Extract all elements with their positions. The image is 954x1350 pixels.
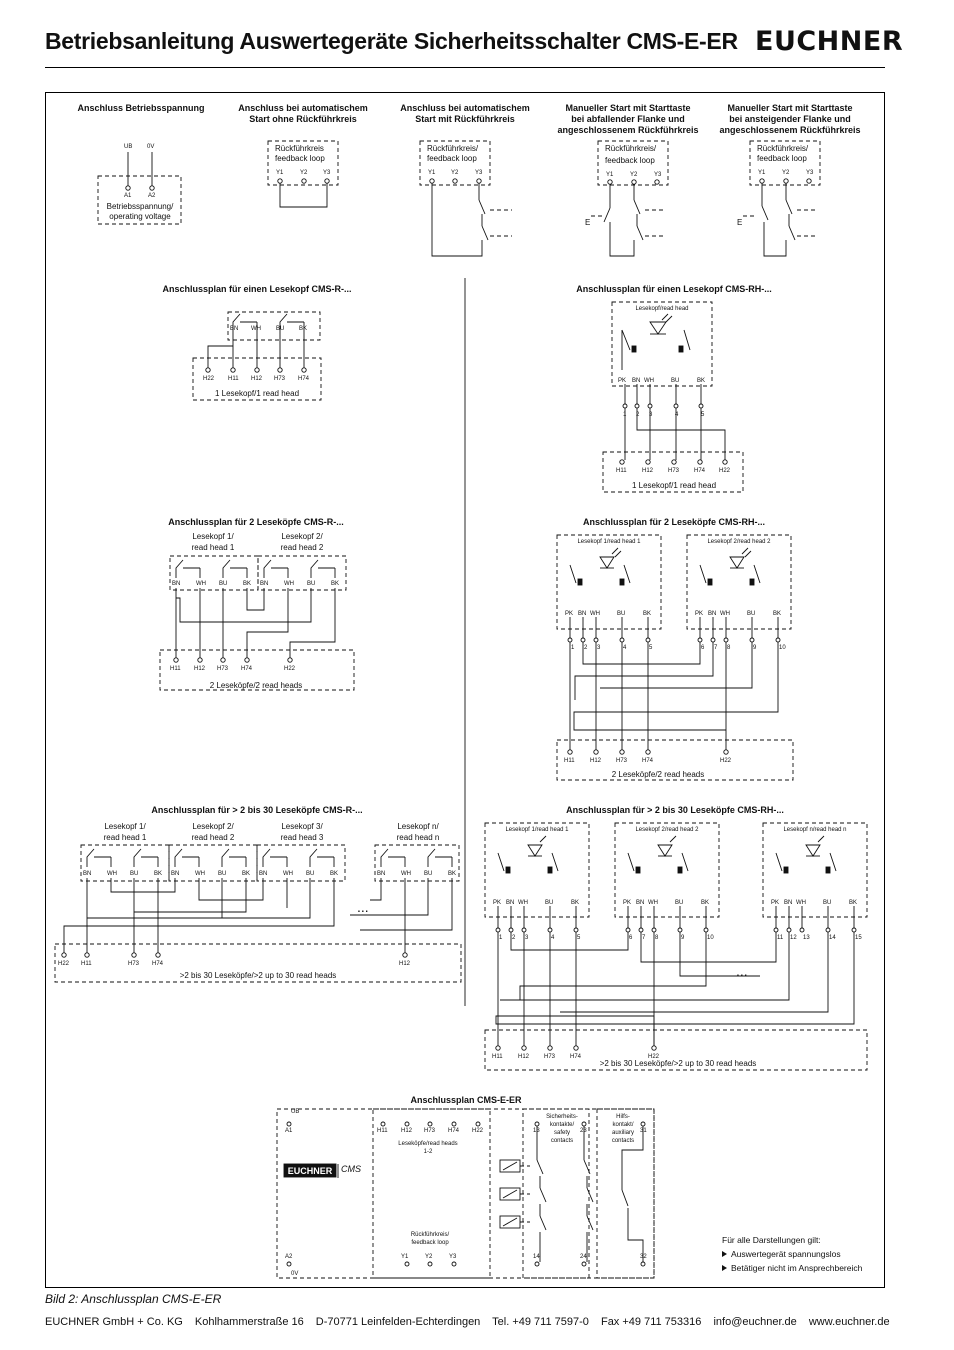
notes-item-2: Betätiger nicht im Ansprechbereich <box>731 1263 863 1273</box>
svg-text:A2: A2 <box>148 193 156 199</box>
svg-text:H74: H74 <box>570 1054 582 1060</box>
svg-text:3: 3 <box>649 412 653 418</box>
svg-text:H22: H22 <box>203 376 215 382</box>
svg-text:feedback loop: feedback loop <box>605 156 655 165</box>
svg-text:BU: BU <box>617 611 626 617</box>
svg-text:6: 6 <box>701 645 705 651</box>
svg-text:>2 bis 30 Leseköpfe/>2 up to 3: >2 bis 30 Leseköpfe/>2 up to 30 read heads <box>179 971 337 980</box>
svg-text:Sicherheits-: Sicherheits- <box>546 1114 578 1120</box>
svg-text:H22: H22 <box>719 468 731 474</box>
svg-text:WH: WH <box>401 871 411 877</box>
svg-text:BU: BU <box>219 581 228 587</box>
svg-text:13: 13 <box>803 935 810 941</box>
notes-item-1: Auswertegerät spannungslos <box>731 1249 841 1259</box>
svg-text:Rückführkreis: Rückführkreis <box>275 144 324 153</box>
svg-text:H11: H11 <box>377 1128 388 1134</box>
svg-text:WH: WH <box>283 871 293 877</box>
svg-text:1: 1 <box>623 412 627 418</box>
svg-text:3: 3 <box>525 935 529 941</box>
svg-text:BK: BK <box>701 900 710 906</box>
title-auto-nofb-1: Anschluss bei automatischem <box>238 103 368 113</box>
svg-text:Rückführkreis/: Rückführkreis/ <box>605 144 657 153</box>
svg-text:read head 1: read head 1 <box>191 543 235 552</box>
svg-text:WH: WH <box>518 900 528 906</box>
svg-text:Lesekopf 1/: Lesekopf 1/ <box>104 822 146 831</box>
svg-text:read head 2: read head 2 <box>280 543 324 552</box>
svg-text:H12: H12 <box>642 468 654 474</box>
svg-text:Lesekopf 1/read head 1: Lesekopf 1/read head 1 <box>505 827 569 833</box>
svg-text:BK: BK <box>331 581 340 587</box>
svg-text:4: 4 <box>551 935 555 941</box>
svg-text:5: 5 <box>649 645 653 651</box>
svg-text:read head 2: read head 2 <box>191 833 235 842</box>
svg-text:BN: BN <box>506 900 515 906</box>
footer-city: D-70771 Leinfelden-Echterdingen <box>315 1316 481 1328</box>
svg-text:kontakt/: kontakt/ <box>612 1122 634 1128</box>
svg-text:14: 14 <box>533 1254 540 1260</box>
svg-text:15: 15 <box>855 935 862 941</box>
svg-text:UB: UB <box>291 1109 300 1115</box>
svg-text:3: 3 <box>597 645 601 651</box>
svg-text:1: 1 <box>499 935 503 941</box>
svg-text:PK: PK <box>771 900 780 906</box>
svg-text:H22: H22 <box>284 666 296 672</box>
svg-text:feedback loop: feedback loop <box>275 154 325 163</box>
footer-street: Kohlhammerstraße 16 <box>194 1316 304 1328</box>
supply-diagram <box>98 144 181 224</box>
svg-text:Y2: Y2 <box>782 170 790 176</box>
svg-text:CMS: CMS <box>341 1164 361 1174</box>
svg-text:Betriebsspannung/: Betriebsspannung/ <box>106 202 174 211</box>
svg-text:6: 6 <box>629 935 633 941</box>
svg-text:H11: H11 <box>564 758 575 764</box>
svg-text:H73: H73 <box>217 666 229 672</box>
svg-text:BK: BK <box>154 871 163 877</box>
svg-text:WH: WH <box>196 581 206 587</box>
svg-text:WH: WH <box>107 871 117 877</box>
title-manual-fall-3: angeschlossenem Rückführkreis <box>557 125 699 135</box>
svg-text:PK: PK <box>618 378 627 384</box>
svg-text:H73: H73 <box>668 468 680 474</box>
svg-text:BK: BK <box>243 581 252 587</box>
title-auto-fb-2: Start mit Rückführkreis <box>415 114 515 124</box>
svg-text:BN: BN <box>578 611 587 617</box>
svg-text:Y1: Y1 <box>606 172 614 178</box>
svg-text:Lesekopf 1/: Lesekopf 1/ <box>192 532 234 541</box>
svg-text:Y1: Y1 <box>428 170 436 176</box>
svg-text:PK: PK <box>565 611 574 617</box>
svg-text:24: 24 <box>580 1254 587 1260</box>
svg-text:BN: BN <box>260 581 269 587</box>
svg-text:operating voltage: operating voltage <box>109 212 171 221</box>
diagram-rh2 <box>557 535 793 780</box>
svg-text:H74: H74 <box>694 468 706 474</box>
diagram-r2 <box>160 532 354 690</box>
svg-text:H12: H12 <box>401 1128 413 1134</box>
svg-text:Lesekopf 2/read head 2: Lesekopf 2/read head 2 <box>635 827 699 833</box>
svg-text:Lesekopf/read head: Lesekopf/read head <box>635 306 689 312</box>
svg-text:12: 12 <box>790 935 797 941</box>
svg-text:Y1: Y1 <box>758 170 766 176</box>
svg-text:H22: H22 <box>648 1054 660 1060</box>
page-title: Betriebsanleitung Auswertegeräte Sicherheitsschalter CMS-E-ER <box>45 28 738 54</box>
svg-text:Y2: Y2 <box>425 1254 433 1260</box>
title-rh1: Anschlussplan für einen Lesekopf CMS-RH-... <box>576 284 772 294</box>
footer <box>45 1316 899 1328</box>
svg-text:BN: BN <box>708 611 717 617</box>
svg-text:E: E <box>737 218 743 227</box>
svg-text:WH: WH <box>796 900 806 906</box>
svg-text:Leseköpfe/read heads: Leseköpfe/read heads <box>398 1141 458 1147</box>
svg-text:UB: UB <box>124 144 133 150</box>
svg-text:BU: BU <box>424 871 433 877</box>
svg-text:WH: WH <box>590 611 600 617</box>
svg-text:BN: BN <box>636 900 645 906</box>
svg-text:BK: BK <box>242 871 251 877</box>
svg-text:H12: H12 <box>518 1054 530 1060</box>
title-device: Anschlussplan CMS-E-ER <box>410 1095 522 1105</box>
svg-text:H22: H22 <box>58 961 70 967</box>
svg-text:H74: H74 <box>152 961 164 967</box>
svg-text:BN: BN <box>171 871 180 877</box>
svg-text:BN: BN <box>172 581 181 587</box>
svg-text:WH: WH <box>251 326 261 332</box>
svg-text:H73: H73 <box>424 1128 436 1134</box>
figure-caption: Bild 2: Anschlussplan CMS-E-ER <box>45 1292 222 1306</box>
title-manual-fall-2: bei abfallender Flanke und <box>571 114 685 124</box>
svg-text:WH: WH <box>720 611 730 617</box>
svg-text:H22: H22 <box>720 758 732 764</box>
svg-text:1 Lesekopf/1 read head: 1 Lesekopf/1 read head <box>214 389 300 398</box>
svg-text:E: E <box>585 218 591 227</box>
svg-text:A1: A1 <box>285 1128 293 1134</box>
svg-text:Lesekopf 1/read head 1: Lesekopf 1/read head 1 <box>577 539 641 545</box>
svg-text:WH: WH <box>195 871 205 877</box>
svg-text:BU: BU <box>130 871 139 877</box>
svg-text:Y3: Y3 <box>323 170 331 176</box>
footer-email[interactable]: info@euchner.de <box>713 1316 797 1328</box>
svg-text:1 Lesekopf/1 read head: 1 Lesekopf/1 read head <box>631 481 717 490</box>
svg-text:23: 23 <box>580 1128 587 1134</box>
svg-text:H12: H12 <box>251 376 263 382</box>
svg-text:H11: H11 <box>492 1054 503 1060</box>
svg-text:BN: BN <box>83 871 92 877</box>
svg-text:read head 1: read head 1 <box>103 833 147 842</box>
svg-text:WH: WH <box>284 581 294 587</box>
svg-text:BU: BU <box>545 900 554 906</box>
footer-tel: Tel. +49 711 7597-0 <box>492 1316 589 1328</box>
svg-text:5: 5 <box>577 935 581 941</box>
svg-text:Y1: Y1 <box>401 1254 409 1260</box>
svg-text:Rückführkreis/: Rückführkreis/ <box>410 1232 450 1238</box>
svg-text:H12: H12 <box>399 961 411 967</box>
svg-text:13: 13 <box>533 1128 540 1134</box>
euchner-logo: EUCHNER <box>755 26 904 57</box>
svg-text:>2 bis 30 Leseköpfe/>2 up to 3: >2 bis 30 Leseköpfe/>2 up to 30 read heads <box>599 1059 757 1068</box>
svg-text:feedback loop: feedback loop <box>757 154 807 163</box>
svg-text:safety: safety <box>553 1130 571 1136</box>
svg-text:H12: H12 <box>194 666 206 672</box>
svg-text:Y3: Y3 <box>475 170 483 176</box>
diagram-rh1 <box>603 302 743 492</box>
svg-text:Y2: Y2 <box>300 170 308 176</box>
svg-text:feedback loop: feedback loop <box>427 154 477 163</box>
svg-text:feedback loop: feedback loop <box>411 1240 449 1246</box>
svg-text:1: 1 <box>571 645 575 651</box>
svg-text:BU: BU <box>675 900 684 906</box>
top-row-titles <box>77 103 860 135</box>
svg-text:Y2: Y2 <box>630 172 638 178</box>
manual-start-falling-edge <box>585 141 668 256</box>
svg-text:9: 9 <box>681 935 685 941</box>
svg-text:Lesekopf 3/: Lesekopf 3/ <box>281 822 323 831</box>
svg-text:0V: 0V <box>147 144 155 150</box>
svg-text:2 Leseköpfe/2 read heads: 2 Leseköpfe/2 read heads <box>209 681 303 690</box>
svg-text:BK: BK <box>773 611 782 617</box>
svg-text:BN: BN <box>632 378 641 384</box>
svg-text:H12: H12 <box>590 758 602 764</box>
svg-text:BU: BU <box>823 900 832 906</box>
svg-text:contacts: contacts <box>550 1138 574 1144</box>
footer-company: EUCHNER GmbH + Co. KG <box>45 1316 183 1328</box>
svg-text:A1: A1 <box>124 193 132 199</box>
svg-text:5: 5 <box>701 412 705 418</box>
title-rh2: Anschlussplan für 2 Leseköpfe CMS-RH-... <box>582 517 766 527</box>
title-r2: Anschlussplan für 2 Leseköpfe CMS-R-... <box>168 517 344 527</box>
svg-text:Y3: Y3 <box>806 170 814 176</box>
svg-text:read head 3: read head 3 <box>280 833 324 842</box>
svg-text:11: 11 <box>777 935 784 941</box>
svg-text:H73: H73 <box>274 376 286 382</box>
svg-text:2 Leseköpfe/2 read heads: 2 Leseköpfe/2 read heads <box>611 770 705 779</box>
auto-start-no-feedback <box>268 141 338 207</box>
footer-fax: Fax +49 711 753316 <box>600 1316 702 1328</box>
svg-text:auxiliary: auxiliary <box>611 1130 635 1136</box>
svg-text:BK: BK <box>697 378 706 384</box>
diagram-rn <box>55 822 461 982</box>
diagram-r1 <box>193 312 321 400</box>
manual-start-rising-edge <box>737 141 820 256</box>
title-r1: Anschlussplan für einen Lesekopf CMS-R-... <box>162 284 352 294</box>
svg-text:H11: H11 <box>616 468 627 474</box>
svg-text:7: 7 <box>714 645 718 651</box>
svg-text:1-2: 1-2 <box>423 1149 433 1155</box>
diagram-rhn <box>485 823 867 1070</box>
diagram-device <box>277 1109 654 1278</box>
svg-text:BK: BK <box>299 326 308 332</box>
svg-text:2: 2 <box>584 645 588 651</box>
notes <box>722 1235 863 1273</box>
svg-text:4: 4 <box>675 412 679 418</box>
svg-text:8: 8 <box>655 935 659 941</box>
title-auto-nofb-2: Start ohne Rückführkreis <box>249 114 357 124</box>
svg-text:BK: BK <box>448 871 457 877</box>
auto-start-with-feedback <box>420 141 512 256</box>
svg-text:14: 14 <box>829 935 836 941</box>
svg-text:EUCHNER: EUCHNER <box>287 1166 333 1176</box>
svg-text:H11: H11 <box>228 376 239 382</box>
title-auto-fb-1: Anschluss bei automatischem <box>400 103 530 113</box>
svg-text:BU: BU <box>218 871 227 877</box>
notes-title: Für alle Darstellungen gilt: <box>722 1235 821 1245</box>
svg-text:...: ... <box>357 899 369 915</box>
svg-text:Hilfs-: Hilfs- <box>616 1114 630 1120</box>
svg-text:7: 7 <box>642 935 646 941</box>
svg-text:read head n: read head n <box>396 833 440 842</box>
svg-text:4: 4 <box>623 645 627 651</box>
svg-text:Lesekopf n/read head n: Lesekopf n/read head n <box>783 827 847 833</box>
svg-text:H74: H74 <box>448 1128 460 1134</box>
svg-text:H74: H74 <box>642 758 654 764</box>
svg-text:10: 10 <box>779 645 786 651</box>
svg-text:Rückführkreis/: Rückführkreis/ <box>427 144 479 153</box>
svg-text:Lesekopf 2/: Lesekopf 2/ <box>192 822 234 831</box>
svg-text:BK: BK <box>330 871 339 877</box>
svg-text:Y3: Y3 <box>449 1254 457 1260</box>
svg-text:31: 31 <box>640 1128 647 1134</box>
svg-text:10: 10 <box>707 935 714 941</box>
svg-text:H73: H73 <box>128 961 140 967</box>
svg-text:PK: PK <box>695 611 704 617</box>
svg-text:BK: BK <box>571 900 580 906</box>
svg-text:Y3: Y3 <box>654 172 662 178</box>
svg-text:H74: H74 <box>241 666 253 672</box>
svg-text:...: ... <box>736 963 748 979</box>
svg-text:H11: H11 <box>81 961 92 967</box>
title-supply: Anschluss Betriebsspannung <box>77 103 205 113</box>
svg-text:Rückführkreis/: Rückführkreis/ <box>757 144 809 153</box>
svg-text:H22: H22 <box>472 1128 484 1134</box>
svg-text:H73: H73 <box>544 1054 556 1060</box>
svg-text:Lesekopf 2/read head 2: Lesekopf 2/read head 2 <box>707 539 771 545</box>
svg-text:Lesekopf 2/: Lesekopf 2/ <box>281 532 323 541</box>
svg-text:2: 2 <box>512 935 516 941</box>
title-manual-fall-1: Manueller Start mit Starttaste <box>565 103 691 113</box>
svg-text:BK: BK <box>849 900 858 906</box>
svg-text:WH: WH <box>644 378 654 384</box>
title-manual-rise-3: angeschlossenem Rückführkreis <box>719 125 861 135</box>
svg-text:Lesekopf n/: Lesekopf n/ <box>397 822 439 831</box>
svg-text:A2: A2 <box>285 1254 293 1260</box>
svg-text:BU: BU <box>306 871 315 877</box>
svg-text:0V: 0V <box>291 1271 299 1277</box>
svg-text:H11: H11 <box>170 666 181 672</box>
svg-text:BU: BU <box>747 611 756 617</box>
svg-text:32: 32 <box>640 1254 647 1260</box>
svg-text:BN: BN <box>230 326 239 332</box>
svg-text:9: 9 <box>753 645 757 651</box>
svg-text:BN: BN <box>784 900 793 906</box>
svg-text:8: 8 <box>727 645 731 651</box>
svg-text:BK: BK <box>643 611 652 617</box>
svg-text:contacts: contacts <box>611 1138 635 1144</box>
svg-text:kontakte/: kontakte/ <box>549 1122 575 1128</box>
title-rn: Anschlussplan für > 2 bis 30 Leseköpfe CMS-R-... <box>151 805 363 815</box>
svg-text:BU: BU <box>671 378 680 384</box>
title-manual-rise-2: bei ansteigender Flanke und <box>729 114 851 124</box>
svg-text:PK: PK <box>623 900 632 906</box>
svg-text:PK: PK <box>493 900 502 906</box>
footer-web[interactable]: www.euchner.de <box>808 1316 890 1328</box>
title-manual-rise-1: Manueller Start mit Starttaste <box>727 103 853 113</box>
svg-text:BU: BU <box>276 326 285 332</box>
svg-text:Y1: Y1 <box>276 170 284 176</box>
svg-text:H74: H74 <box>298 376 310 382</box>
svg-text:BU: BU <box>307 581 316 587</box>
svg-text:WH: WH <box>648 900 658 906</box>
svg-text:H73: H73 <box>616 758 628 764</box>
svg-text:Y2: Y2 <box>451 170 459 176</box>
svg-text:2: 2 <box>636 412 640 418</box>
svg-text:BN: BN <box>377 871 386 877</box>
svg-text:BN: BN <box>259 871 268 877</box>
title-rhn: Anschlussplan für > 2 bis 30 Leseköpfe CMS-RH-... <box>566 805 784 815</box>
